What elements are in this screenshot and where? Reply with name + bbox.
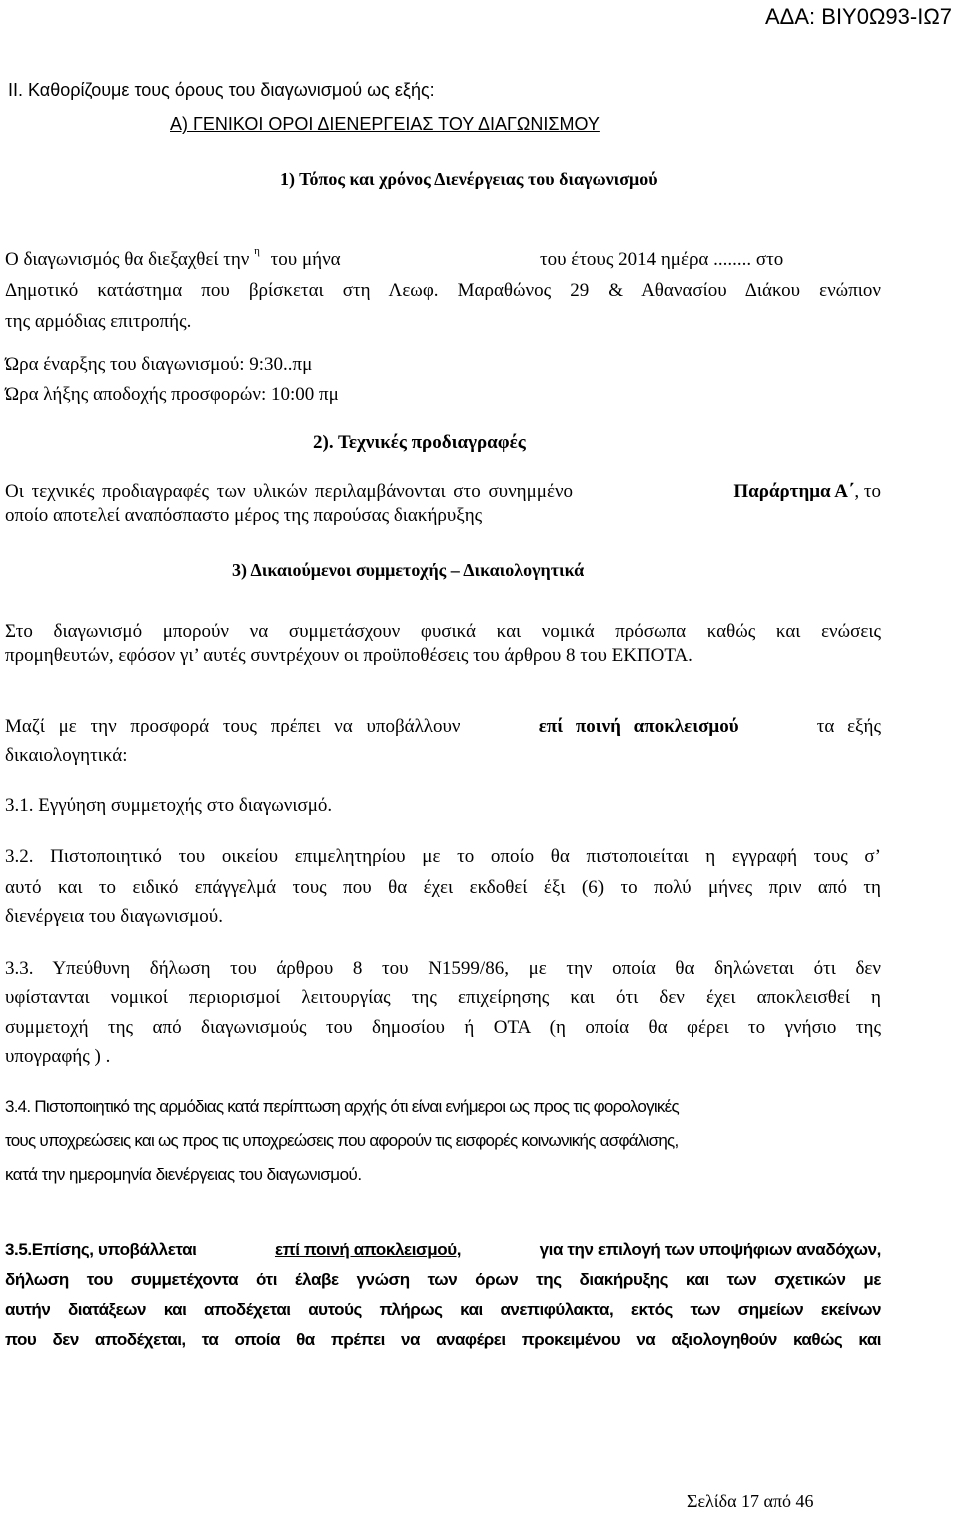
item-3-2-line2: αυτό και το ειδικό επάγγελμά τους που θα έχει εκδοθεί έξι (6) το πολύ μήνες πριν από τη <box>5 877 881 898</box>
start-time: Ώρα έναρξης του διαγωνισμού: 9:30..πμ <box>5 354 313 375</box>
s3-p2-line1 <box>5 716 881 738</box>
item-3-5-a: 3.5.Επίσης, υποβάλλεται <box>5 1240 197 1259</box>
item-3-3-line4: υπογραφής ) . <box>5 1046 111 1067</box>
item-3-5-line1 <box>5 1240 881 1260</box>
s3-p2-line2: δικαιολογητικά: <box>5 745 128 766</box>
item-3-4-line1: 3.4. Πιστοποιητικό της αρμόδιας κατά περίπτωση αρχής ότι είναι ενήμεροι ως προς τις φορολογικές <box>5 1097 679 1116</box>
s3-p2-word-c: τα εξής <box>816 716 881 737</box>
end-time: Ώρα λήξης αποδοχής προσφορών: 10:00 πμ <box>5 384 339 405</box>
item-3-3-line2: υφίστανται νομικοί περιορισμοί λειτουργίας της επιχείρησης και ότι δεν έχει αποκλεισθεί η <box>5 987 881 1008</box>
item-3-5-line3: αυτήν διατάξεων και αποδέχεται αυτούς πλήρως και ανεπιφύλακτα, εκτός των σημείων εκείνων <box>5 1300 881 1319</box>
s3-p2-word-b: επί ποινή αποκλεισμού <box>538 716 739 737</box>
item-3-5-line2: δήλωση του συμμετέχοντα ότι έλαβε γνώση των όρων της διακήρυξης και των σχετικών με <box>5 1270 881 1289</box>
item-3-5-line4: που δεν αποδέχεται, τα οποία θα πρέπει να αναφέρει προκειμένου να αξιολογηθούν καθώς και <box>5 1330 881 1349</box>
section-2-title: 2). Τεχνικές προδιαγραφές <box>313 432 526 453</box>
section-3-title: 3) Δικαιούμενοι συμμετοχής – Δικαιολογητικά <box>232 560 585 580</box>
item-3-3-line3: συμμετοχή της από διαγωνισμούς του δημοσίου ή ΟΤΑ (η οποία θα φέρει το γνήσιο της <box>5 1017 881 1038</box>
item-3-3-line1: 3.3. Υπεύθυνη δήλωση του άρθρου 8 του Ν1599/86, με την οποία θα δηλώνεται ότι δεν <box>5 958 881 979</box>
s2-line1-c: , το <box>854 481 881 502</box>
s1-line1-sup: η <box>254 245 260 257</box>
item-3-5-c: για την επιλογή των υποψήφιων αναδόχων, <box>539 1240 881 1259</box>
item-3-1: 3.1. Εγγύηση συμμετοχής στο διαγωνισμό. <box>5 795 333 816</box>
s1-line1-b: του μήνα <box>270 249 341 270</box>
item-3-4-line2: τους υποχρεώσεις και ως προς τις υποχρεώσεις που αφορούν τις εισφορές κοινωνικής ασφάλισης, <box>5 1131 679 1150</box>
s1-line3: της αρμόδιας επιτροπής. <box>5 311 192 332</box>
s3-p2-word-a: Μαζί με την προσφορά τους πρέπει να υποβάλλουν <box>5 716 461 737</box>
s1-line1-a: Ο διαγωνισμός θα διεξαχθεί την <box>5 249 250 270</box>
ada-code: ΑΔΑ: ΒΙΥ0Ω93-ΙΩ7 <box>765 4 952 29</box>
s2-line2: οποίο αποτελεί αναπόσπαστο μέρος της παρούσας διακήρυξης <box>5 505 483 526</box>
s3-p1-line2: προμηθευτών, εφόσον γι’ αυτές συντρέχουν οι προϋποθέσεις του άρθρου 8 του ΕΚΠΟΤΑ. <box>5 645 693 666</box>
item-3-4-line3: κατά την ημερομηνία διενέργειας του διαγωνισμού. <box>5 1165 362 1184</box>
item-3-2-line1: 3.2. Πιστοποιητικό του οικείου επιμελητηρίου με το οποίο θα πιστοποιείται η εγγραφή τους σ’ <box>5 846 881 867</box>
s2-line1-a: Οι τεχνικές προδιαγραφές των υλικών περιλαμβάνονται στο συνημμένο <box>5 481 574 502</box>
s1-line1 <box>5 245 881 271</box>
s3-p1-line1: Στο διαγωνισμό μπορούν να συμμετάσχουν φυσικά και νομικά πρόσωπα καθώς και ενώσεις <box>5 621 881 642</box>
s1-line1-c: του έτους 2014 ημέρα ........ στο <box>540 249 784 270</box>
s1-line2: Δημοτικό κατάστημα που βρίσκεται στη Λεωφ. Μαραθώνος 29 & Αθανασίου Διάκου ενώπιον <box>5 280 881 301</box>
section-a-title: Α) ΓΕΝΙΚΟΙ ΟΡΟΙ ΔΙΕΝΕΡΓΕΙΑΣ ΤΟΥ ΔΙΑΓΩΝΙΣΜΟΥ <box>170 114 600 134</box>
item-3-5-b: επί ποινή αποκλεισμού, <box>274 1240 462 1259</box>
item-3-2-line3: διενέργεια του διαγωνισμού. <box>5 906 223 927</box>
s2-line1 <box>5 481 881 503</box>
page-number: Σελίδα 17 από 46 <box>687 1491 814 1511</box>
s2-line1-b: Παράρτημα Α΄ <box>733 481 855 502</box>
intro-line: ΙΙ. Καθορίζουμε τους όρους του διαγωνισμού ως εξής: <box>8 80 435 100</box>
section-1-title: 1) Τόπος και χρόνος Διενέργειας του διαγωνισμού <box>280 169 658 189</box>
